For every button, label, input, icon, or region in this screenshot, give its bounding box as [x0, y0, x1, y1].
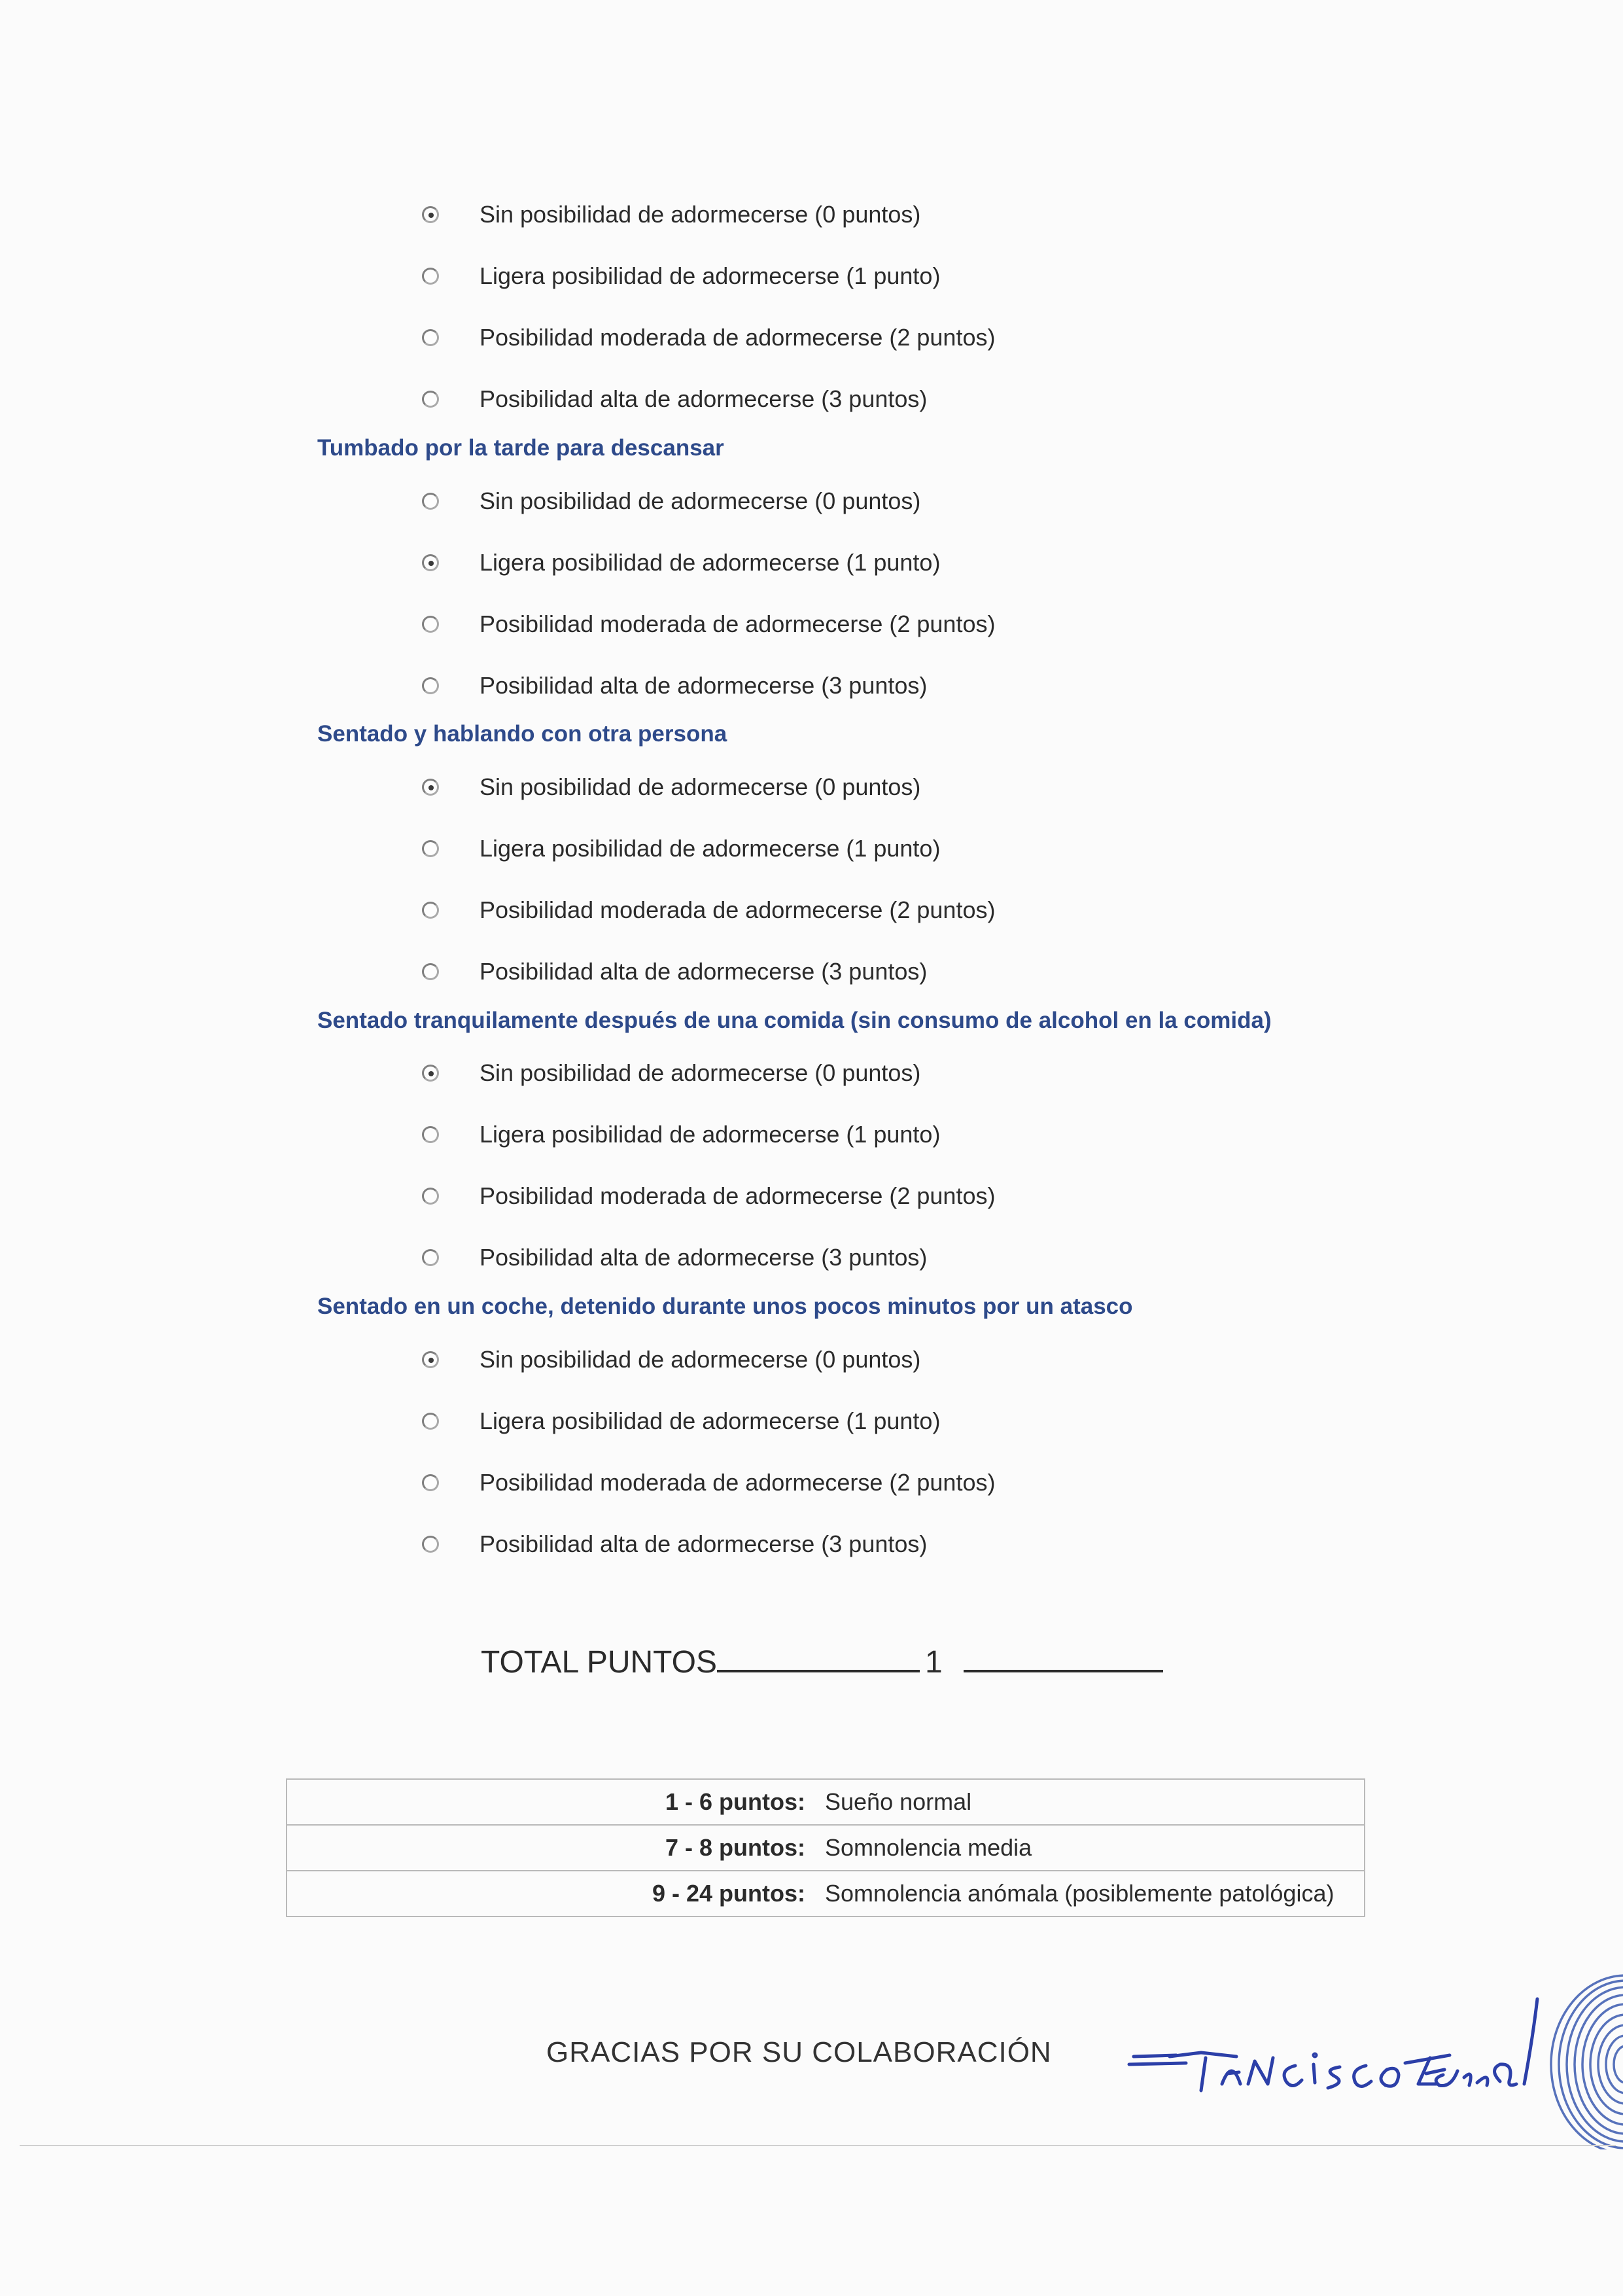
- option-row[interactable]: [422, 1239, 927, 1276]
- total-underline: [964, 1642, 1163, 1672]
- radio-button-icon[interactable]: [422, 1351, 439, 1368]
- radio-button-icon[interactable]: [422, 1249, 439, 1266]
- option-row[interactable]: [422, 667, 927, 704]
- option-row[interactable]: [422, 892, 995, 928]
- option-row[interactable]: [422, 606, 995, 643]
- score-table: [286, 1778, 1365, 1917]
- option-label: Posibilidad moderada de adormecerse (2 puntos): [480, 610, 996, 637]
- radio-button-icon[interactable]: [422, 840, 439, 857]
- option-row[interactable]: [422, 1403, 940, 1439]
- option-row[interactable]: [422, 769, 920, 805]
- option-row[interactable]: [422, 381, 927, 417]
- radio-button-icon[interactable]: [422, 616, 439, 633]
- radio-button-icon[interactable]: [422, 1413, 439, 1430]
- option-label: Sin posibilidad de adormecerse (0 puntos): [480, 773, 921, 800]
- radio-button-icon[interactable]: [422, 902, 439, 919]
- option-label: Posibilidad moderada de adormecerse (2 puntos): [480, 324, 996, 351]
- footer-divider: [20, 2145, 1616, 2146]
- table-row: [287, 1871, 1365, 1916]
- radio-button-icon[interactable]: [422, 677, 439, 694]
- radio-button-icon[interactable]: [422, 206, 439, 223]
- option-label: Sin posibilidad de adormecerse (0 puntos): [480, 1059, 921, 1086]
- question-title: Tumbado por la tarde para descansar: [317, 435, 724, 461]
- option-row[interactable]: [422, 1464, 995, 1501]
- option-label: Sin posibilidad de adormecerse (0 puntos): [480, 487, 921, 514]
- handwritten-signature: [1124, 1992, 1543, 2110]
- total-value: 1: [924, 1645, 943, 1680]
- option-label: Sin posibilidad de adormecerse (0 puntos): [480, 1346, 921, 1373]
- option-row[interactable]: [422, 953, 927, 990]
- radio-button-icon[interactable]: [422, 1474, 439, 1491]
- option-label: Ligera posibilidad de adormecerse (1 punto): [480, 549, 941, 576]
- option-row[interactable]: [422, 1178, 995, 1214]
- option-label: Sin posibilidad de adormecerse (0 puntos): [480, 201, 921, 228]
- option-label: Ligera posibilidad de adormecerse (1 punto): [480, 835, 941, 862]
- table-row: [287, 1779, 1365, 1825]
- option-label: Posibilidad moderada de adormecerse (2 puntos): [480, 1182, 996, 1209]
- radio-button-icon[interactable]: [422, 493, 439, 510]
- score-range: 9 - 24 puntos:: [287, 1871, 813, 1916]
- option-label: Posibilidad alta de adormecerse (3 puntos): [480, 1530, 928, 1557]
- question-title: Sentado en un coche, detenido durante unos pocos minutos por un atasco: [317, 1294, 1133, 1319]
- option-row[interactable]: [422, 319, 995, 356]
- radio-button-icon[interactable]: [422, 391, 439, 408]
- radio-button-icon[interactable]: [422, 329, 439, 346]
- option-label: Posibilidad alta de adormecerse (3 puntos): [480, 385, 928, 412]
- option-label: Ligera posibilidad de adormecerse (1 punto): [480, 1121, 941, 1148]
- radio-button-icon[interactable]: [422, 1065, 439, 1082]
- total-underline: [717, 1642, 920, 1672]
- score-description: Sueño normal: [813, 1779, 1365, 1825]
- radio-button-icon[interactable]: [422, 963, 439, 980]
- option-label: Posibilidad alta de adormecerse (3 puntos): [480, 1244, 928, 1271]
- option-row[interactable]: [422, 483, 920, 520]
- radio-button-icon[interactable]: [422, 1188, 439, 1205]
- option-label: Posibilidad alta de adormecerse (3 puntos): [480, 958, 928, 985]
- option-row[interactable]: [422, 544, 940, 581]
- fingerprint-icon: [1534, 1973, 1623, 2149]
- radio-button-icon[interactable]: [422, 268, 439, 285]
- radio-button-icon[interactable]: [422, 1126, 439, 1143]
- radio-button-icon[interactable]: [422, 779, 439, 796]
- radio-button-icon[interactable]: [422, 1536, 439, 1553]
- option-label: Posibilidad moderada de adormecerse (2 puntos): [480, 1469, 996, 1496]
- option-row[interactable]: [422, 830, 940, 867]
- option-row[interactable]: [422, 1055, 920, 1091]
- option-label: Ligera posibilidad de adormecerse (1 punto): [480, 262, 941, 289]
- score-range: 7 - 8 puntos:: [287, 1825, 813, 1871]
- option-row[interactable]: [422, 1526, 927, 1563]
- option-row[interactable]: [422, 196, 920, 233]
- question-title: Sentado tranquilamente después de una comida (sin consumo de alcohol en la comida): [317, 1008, 1272, 1033]
- total-points: [481, 1642, 1163, 1680]
- score-description: Somnolencia media: [813, 1825, 1365, 1871]
- closing-message: GRACIAS POR SU COLABORACIÓN: [546, 2036, 1052, 2068]
- option-row[interactable]: [422, 258, 940, 294]
- score-range: 1 - 6 puntos:: [287, 1779, 813, 1825]
- total-label: TOTAL PUNTOS: [481, 1645, 717, 1680]
- radio-button-icon[interactable]: [422, 554, 439, 571]
- option-row[interactable]: [422, 1341, 920, 1378]
- option-label: Posibilidad alta de adormecerse (3 puntos): [480, 672, 928, 699]
- score-description: Somnolencia anómala (posiblemente patológica): [813, 1871, 1365, 1916]
- option-row[interactable]: [422, 1116, 940, 1153]
- table-row: [287, 1825, 1365, 1871]
- question-title: Sentado y hablando con otra persona: [317, 721, 727, 747]
- option-label: Posibilidad moderada de adormecerse (2 puntos): [480, 896, 996, 923]
- option-label: Ligera posibilidad de adormecerse (1 punto): [480, 1407, 941, 1434]
